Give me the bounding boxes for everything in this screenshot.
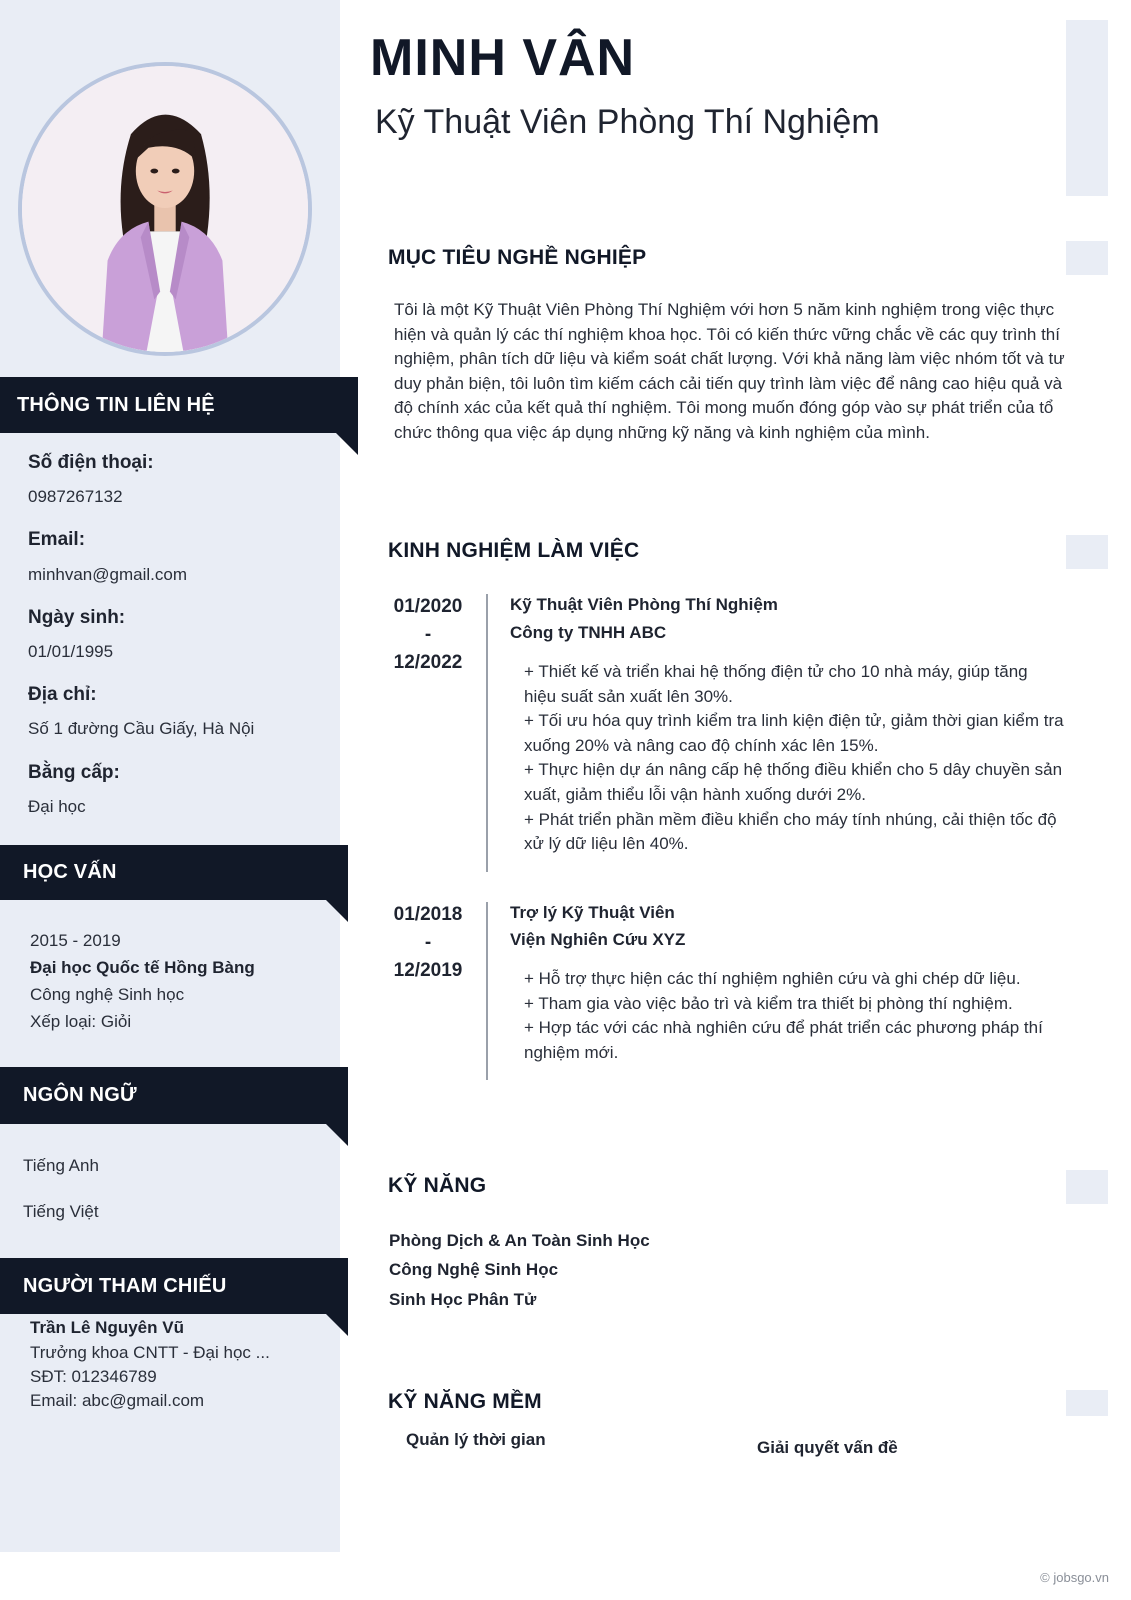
band-fold-decoration [326,1124,348,1146]
edge-decoration [1066,20,1108,196]
job-role: Kỹ Thuật Viên Phòng Thí Nghiệm [510,595,778,614]
watermark: © jobsgo.vn [1040,1570,1109,1585]
email-value[interactable]: minhvan@gmail.com [28,565,187,584]
reference-phone: SĐT: 012346789 [30,1367,157,1386]
responsibility-item: + Thiết kế và triển khai hệ thống điện tử cho 10 nhà máy, giúp tăng hiệu suất sản xuất lên 30%. [524,662,1028,706]
profile-photo [18,62,312,356]
education-section-title: HỌC VẤN [23,861,117,883]
job-date-dash: - [424,624,432,645]
responsibility-item: + Thực hiện dự án nâng cấp hệ thống điều khiển cho 5 dây chuyền sản xuất, giảm thiểu lỗi vận hành xuống dưới 2%. [524,760,1063,804]
birth-label: Ngày sinh: [28,607,126,628]
job-end-date: 12/2022 [393,652,463,673]
degree-value: Đại học [28,797,86,816]
band-fold-decoration [326,1314,348,1336]
education-years: 2015 - 2019 [30,931,121,950]
objective-text: Tôi là một Kỹ Thuật Viên Phòng Thí Nghiệm với hơn 5 năm kinh nghiệm trong việc thực hiện và quản lý các thí nghiệm khoa học. Tôi có kiến thức vững chắc về các quy trình thí nghiệm, phân tích dữ liệu và kiểm soát chất lượng. Với khả năng làm việc nhóm tốt và tư duy phản biện, tôi luôn tìm kiếm cách cải tiến quy trình làm việc để nâng cao hiệu quả và độ chính xác của kết quả thí nghiệm. Tôi mong muốn đóng góp vào sự phát triển của tổ chức thông qua việc áp dụng những kỹ năng và kinh nghiệm của mình. [394,300,1065,442]
skills-section-title: KỸ NĂNG [388,1174,487,1197]
email-label: Email: [28,529,86,550]
edge-decoration [1066,1390,1108,1416]
phone-value: 0987267132 [28,487,123,506]
soft-skill-item: Giải quyết vấn đề [757,1438,898,1457]
education-school: Đại học Quốc tế Hồng Bàng [30,958,255,977]
job-role: Trợ lý Kỹ Thuật Viên [510,903,675,922]
skill-item: Công Nghệ Sinh Học [389,1260,559,1279]
skill-item: Sinh Học Phân Tử [389,1290,537,1309]
languages-section-title: NGÔN NGỮ [23,1084,137,1106]
job-responsibilities [524,967,1064,1065]
phone-label: Số điện thoại: [28,452,154,473]
edge-decoration [1066,535,1108,569]
candidate-name: MINH VÂN [370,29,636,87]
soft-skill-item: Quản lý thời gian [406,1430,546,1449]
responsibility-item: + Tham gia vào việc bảo trì và kiểm tra thiết bị phòng thí nghiệm. [524,993,1013,1013]
contact-section-title: THÔNG TIN LIÊN HỆ [17,393,215,416]
edge-decoration [1066,1170,1108,1204]
candidate-title: Kỹ Thuật Viên Phòng Thí Nghiệm [375,103,880,141]
references-section-header [0,1258,348,1314]
education-section-header [0,845,348,900]
reference-position: Trưởng khoa CNTT - Đại học ... [30,1343,270,1362]
contact-section-header [0,377,358,433]
address-label: Địa chỉ: [28,684,97,705]
reference-email: Email: abc@gmail.com [30,1391,205,1410]
job-end-date: 12/2019 [393,960,463,981]
degree-label: Bằng cấp: [28,762,120,783]
address-value: Số 1 đường Cầu Giấy, Hà Nội [28,719,255,738]
job-date-dash: - [424,932,432,953]
responsibility-item: + Hỗ trợ thực hiện các thí nghiệm nghiên cứu và ghi chép dữ liệu. [524,969,1021,988]
job-start-date: 01/2018 [393,904,463,925]
objective-section-title: MỤC TIÊU NGHỀ NGHIỆP [388,246,647,269]
language-item: Tiếng Việt [23,1202,99,1221]
experience-section-title: KINH NGHIỆM LÀM VIỆC [388,539,640,562]
band-fold-decoration [336,433,358,455]
timeline-divider [486,594,488,872]
timeline-divider [486,902,488,1080]
languages-section-header [0,1067,348,1124]
birth-value: 01/01/1995 [28,642,114,661]
job-company: Công ty TNHH ABC [510,623,667,642]
responsibility-item: + Phát triển phần mềm điều khiển cho máy tính nhúng, cải thiện tốc độ xử lý dữ liệu lên 40%. [524,809,1057,854]
responsibility-item: + Hợp tác với các nhà nghiên cứu để phát triển các phương pháp thí nghiệm mới. [524,1018,1043,1062]
edge-decoration [1066,241,1108,275]
education-major: Công nghệ Sinh học [30,985,185,1004]
job-responsibilities [524,660,1064,857]
job-start-date: 01/2020 [393,596,463,617]
education-grade: Xếp loại: Giỏi [30,1012,132,1031]
soft-skills-section-title: KỸ NĂNG MỀM [388,1390,542,1413]
language-item: Tiếng Anh [23,1156,99,1175]
avatar-illustration [22,66,308,352]
responsibility-item: + Tối ưu hóa quy trình kiểm tra linh kiện điện tử, giảm thời gian kiểm tra xuống 20% và nâng cao độ chính xác lên 15%. [524,711,1064,755]
references-section-title: NGƯỜI THAM CHIẾU [23,1274,227,1297]
band-fold-decoration [326,900,348,922]
job-company: Viện Nghiên Cứu XYZ [510,930,686,949]
reference-name: Trần Lê Nguyên Vũ [30,1318,184,1337]
skill-item: Phòng Dịch & An Toàn Sinh Học [389,1231,650,1250]
